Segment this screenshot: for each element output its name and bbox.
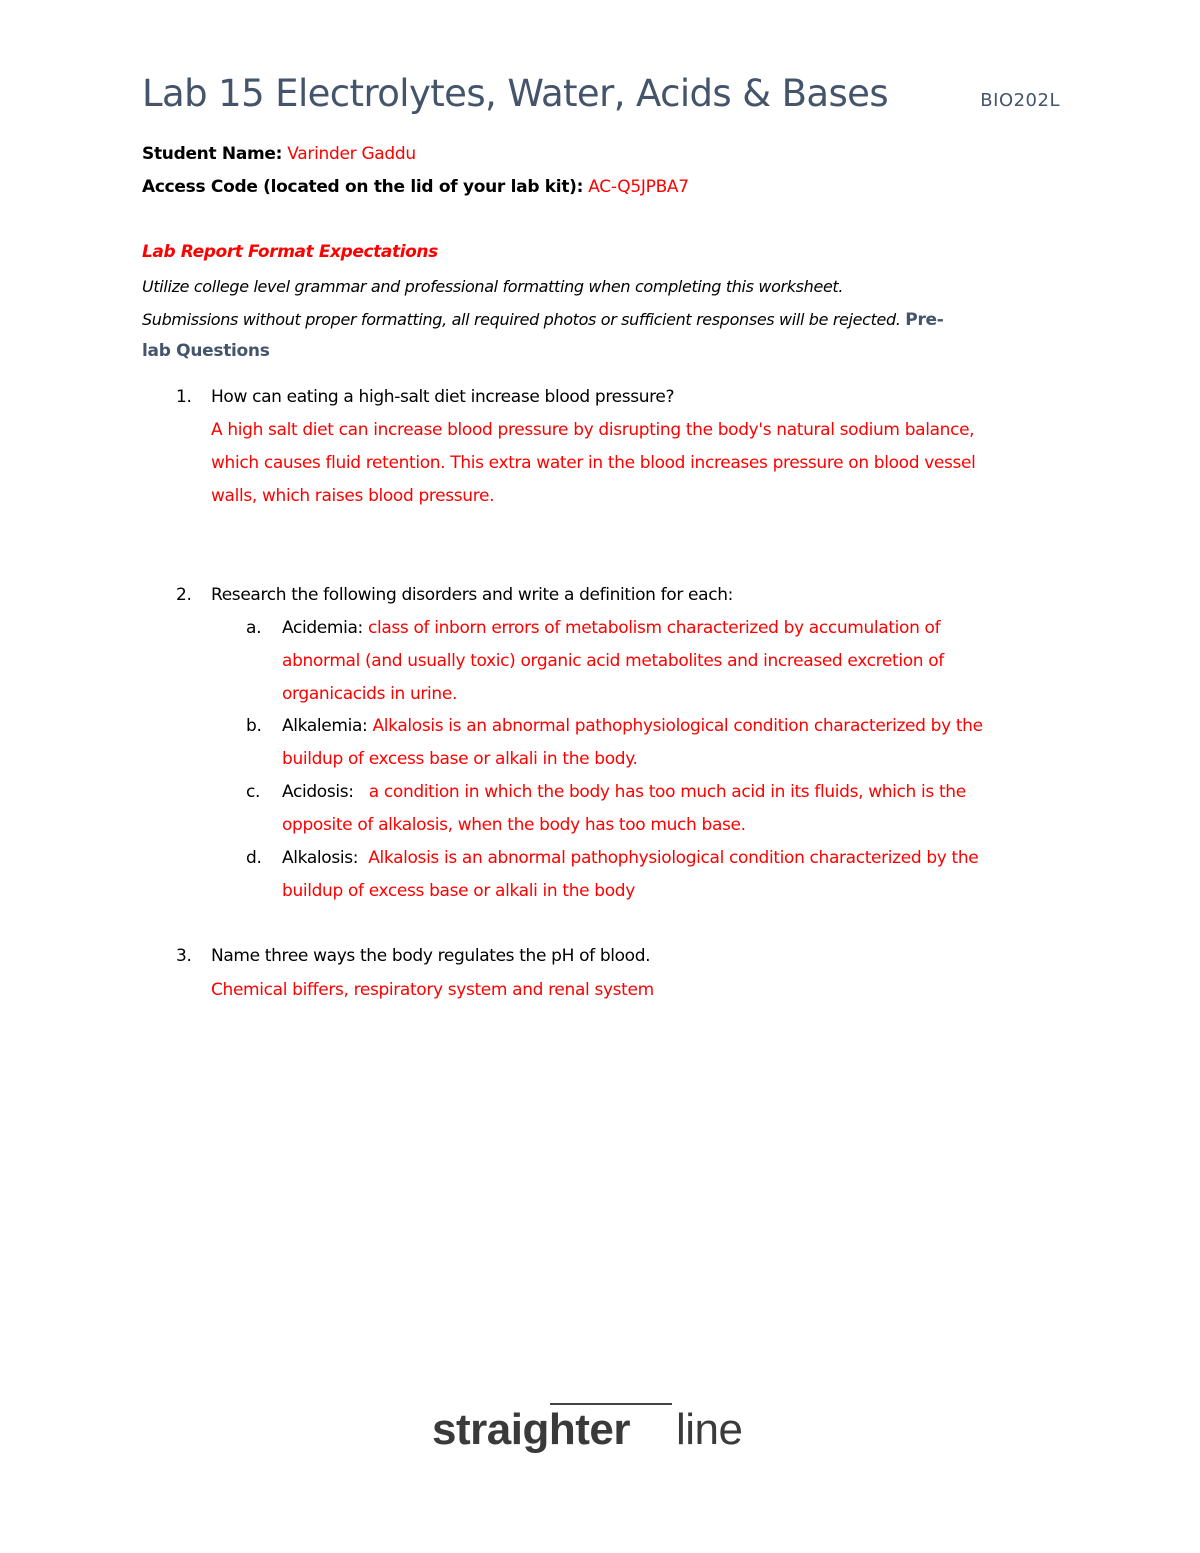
question-1-number: 1.	[176, 387, 192, 407]
format-line-1: Utilize college level grammar and professional formatting when completing this worksheet.	[142, 277, 844, 296]
question-1	[176, 387, 674, 407]
disorder-definition-cont: abnormal (and usually toxic) organic acid metabolites and increased excretion of	[282, 651, 944, 671]
format-line-2	[142, 310, 944, 330]
question-2-text: Research the following disorders and write a definition for each:	[211, 585, 734, 605]
disorder-letter: a.	[246, 618, 262, 638]
disorder-alkalosis	[246, 848, 978, 868]
disorder-acidosis	[246, 782, 966, 802]
document-title: Lab 15 Electrolytes, Water, Acids & Bases	[142, 72, 889, 115]
disorder-definition-cont: buildup of excess base or alkali in the body	[282, 881, 635, 901]
logo-text-light: line	[676, 1405, 743, 1454]
disorder-definition-cont: buildup of excess base or alkali in the body.	[282, 749, 638, 769]
access-code-label: Access Code (located on the lid of your lab kit):	[142, 177, 584, 197]
disorder-letter: d.	[246, 848, 262, 868]
disorder-term: Acidemia:	[282, 618, 363, 638]
format-line-2-text: Submissions without proper formatting, all required photos or sufficient responses will be rejected.	[142, 310, 901, 329]
logo-text-bold: straighter	[432, 1405, 630, 1454]
access-code-field	[142, 177, 689, 197]
disorder-acidemia	[246, 618, 940, 638]
answer-3: Chemical biffers, respiratory system and renal system	[211, 980, 654, 1000]
disorder-definition: Alkalosis is an abnormal pathophysiological condition characterized by the	[358, 848, 979, 868]
student-name-value: Varinder Gaddu	[287, 144, 416, 164]
answer-1-line-1: A high salt diet can increase blood pressure by disrupting the body's natural sodium balance,	[211, 420, 975, 440]
disorder-definition-cont: organicacids in urine.	[282, 684, 458, 704]
disorder-letter: c.	[246, 782, 261, 802]
student-name-field	[142, 144, 416, 164]
prelab-heading-part-2: lab Questions	[142, 341, 270, 361]
disorder-definition-cont: opposite of alkalosis, when the body has too much base.	[282, 815, 746, 835]
disorder-definition: class of inborn errors of metabolism characterized by accumulation of	[362, 618, 941, 638]
disorder-term: Acidosis:	[282, 782, 354, 802]
access-code-value: AC-Q5JPBA7	[588, 177, 689, 197]
prelab-heading-part-1: Pre-	[905, 310, 944, 330]
question-3	[176, 946, 650, 966]
disorder-definition: Alkalosis is an abnormal pathophysiological condition characterized by the	[367, 716, 983, 736]
disorder-letter: b.	[246, 716, 262, 736]
answer-1-line-2: which causes fluid retention. This extra water in the blood increases pressure on blood vessel	[211, 453, 976, 473]
format-heading: Lab Report Format Expectations	[142, 242, 438, 262]
disorder-definition: a condition in which the body has too much acid in its fluids, which is the	[353, 782, 966, 802]
question-3-number: 3.	[176, 946, 192, 966]
title-row	[142, 72, 1062, 122]
disorder-term: Alkalosis:	[282, 848, 359, 868]
student-name-label: Student Name:	[142, 144, 283, 164]
question-2	[176, 585, 733, 605]
disorder-alkalemia	[246, 716, 983, 736]
question-1-text: How can eating a high-salt diet increase blood pressure?	[211, 387, 675, 407]
question-2-number: 2.	[176, 585, 192, 605]
straighterline-logo	[432, 1400, 762, 1460]
question-3-text: Name three ways the body regulates the pH of blood.	[211, 946, 651, 966]
disorder-term: Alkalemia:	[282, 716, 368, 736]
course-code: BIO202L	[980, 90, 1060, 111]
answer-1-line-3: walls, which raises blood pressure.	[211, 486, 495, 506]
